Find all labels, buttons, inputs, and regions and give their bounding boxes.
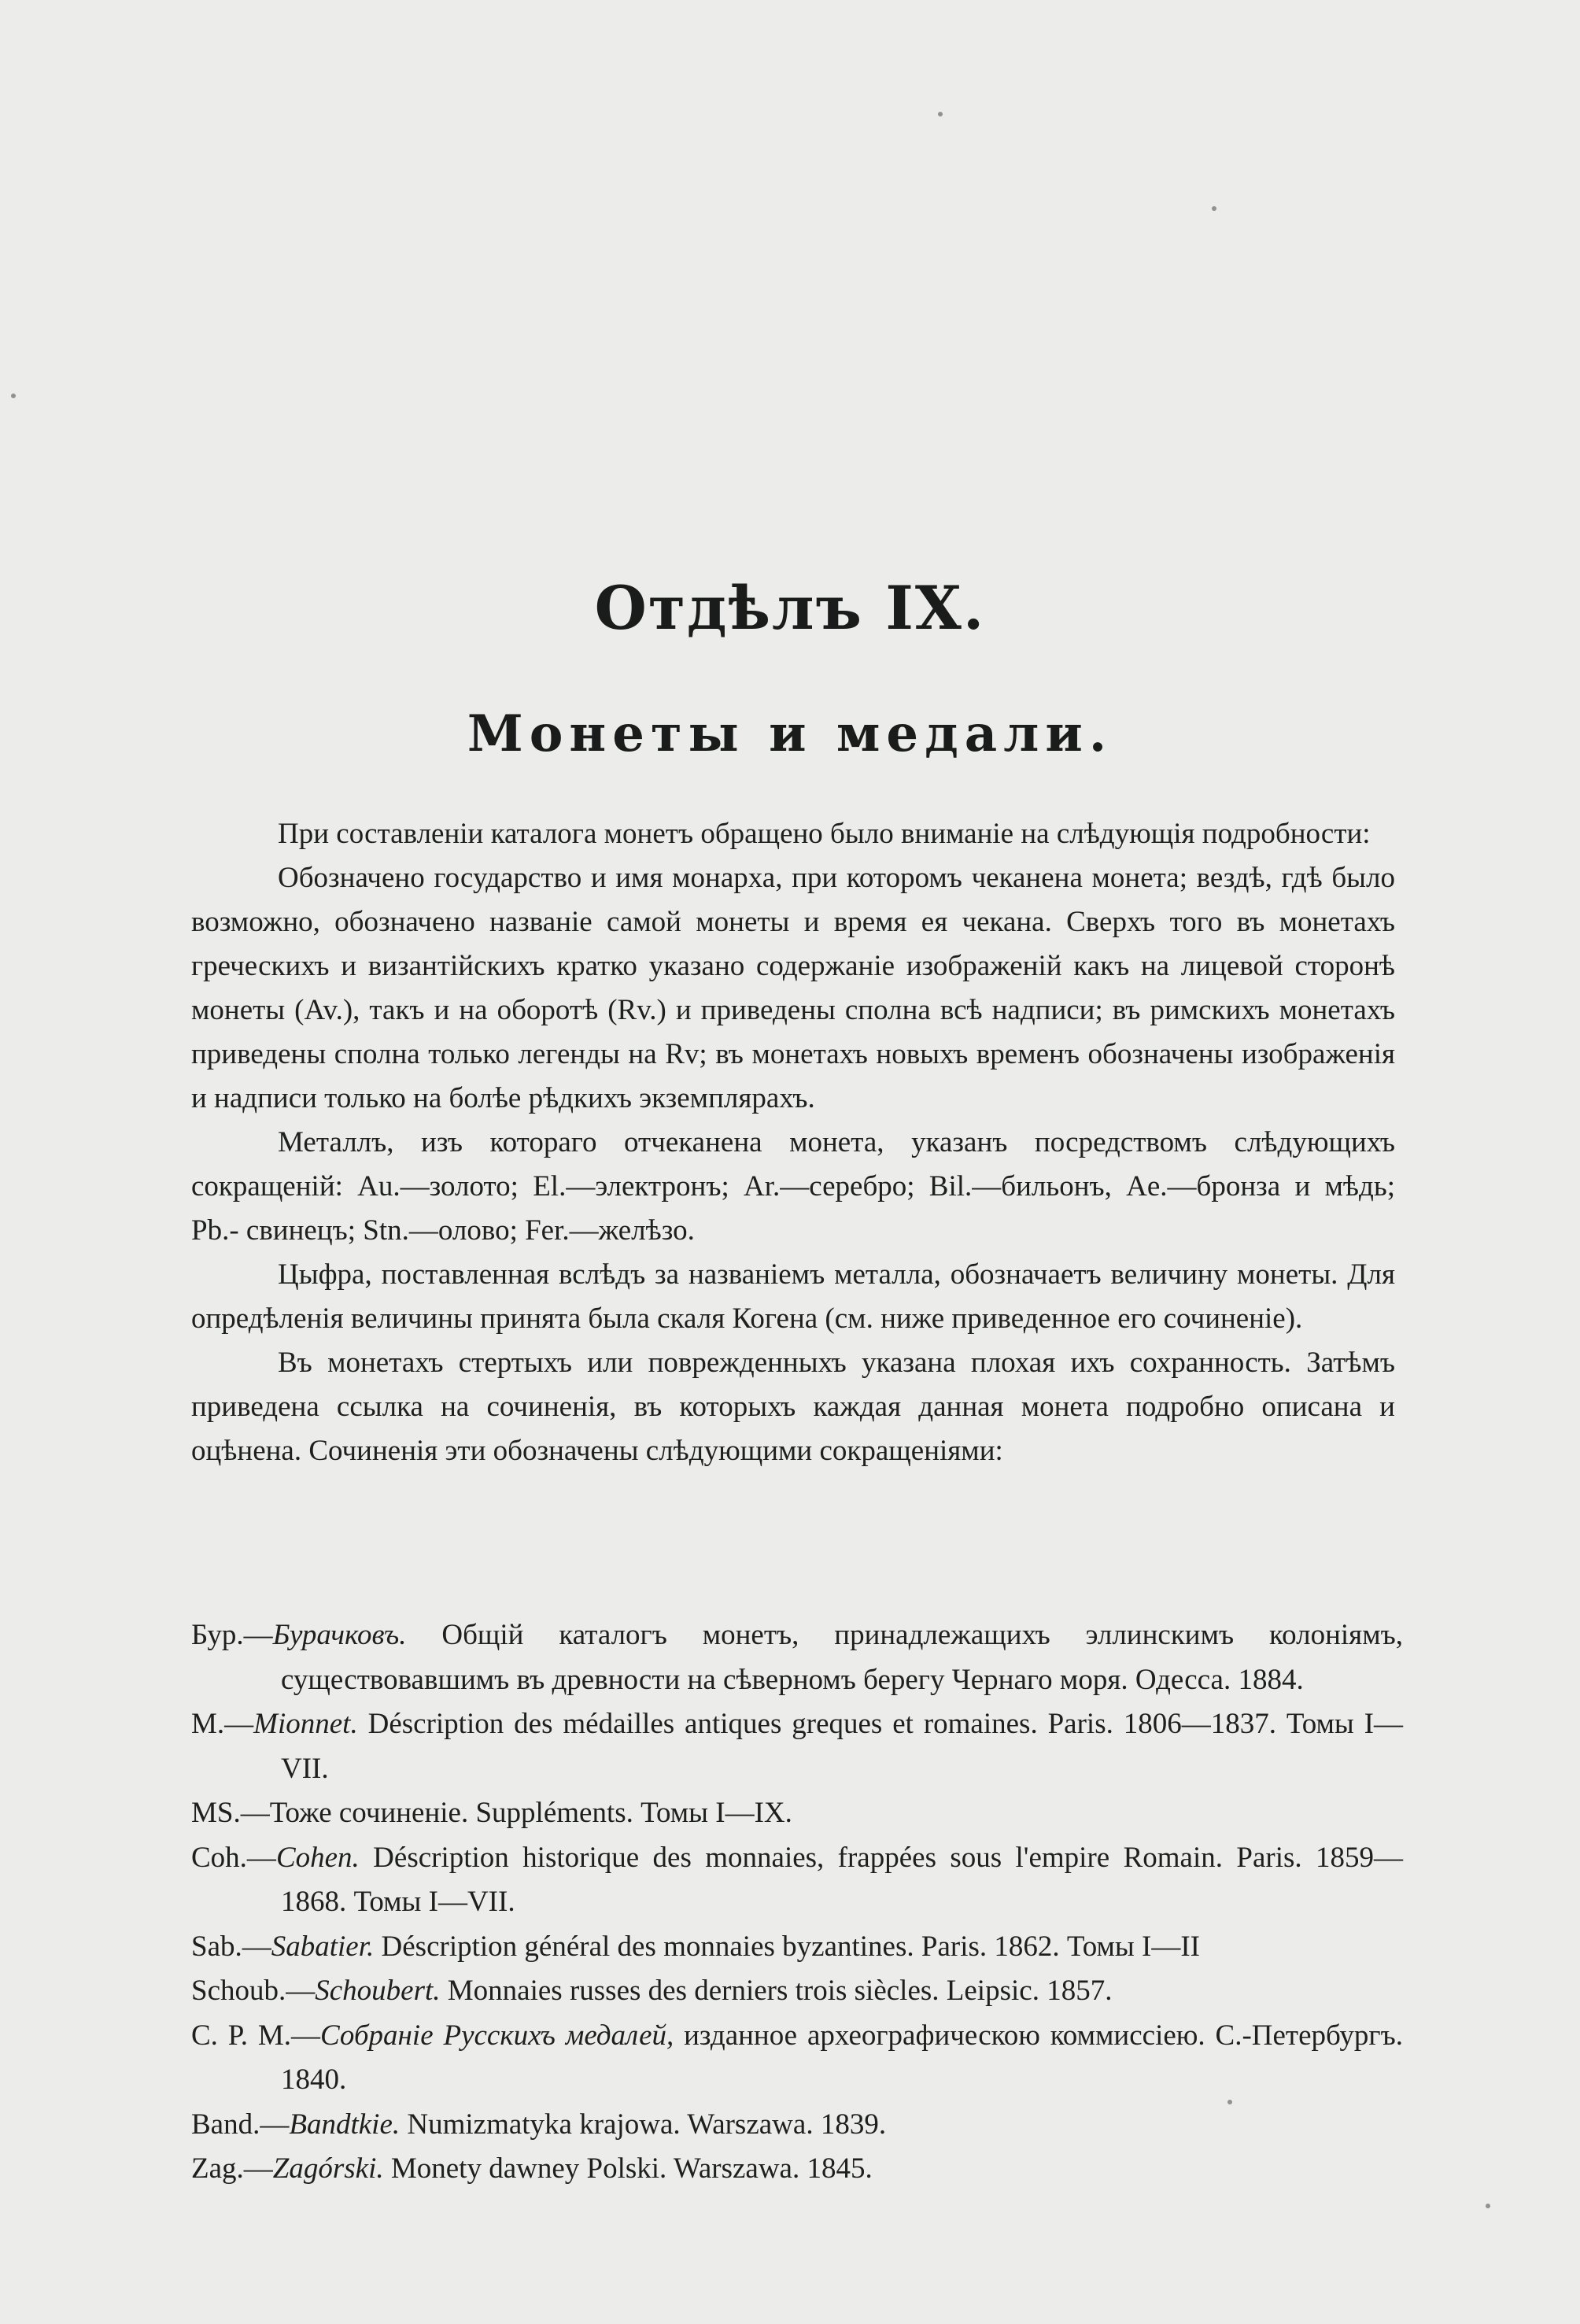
reference-abbreviation: Бур.— xyxy=(191,1619,273,1651)
reference-text: Общій каталогъ монетъ, принадлежащихъ эллинскимъ колоніямъ, существовавшимъ въ древности на сѣверномъ берегу Чернаго моря. Одесса. 1884. xyxy=(281,1619,1403,1696)
reference-abbreviation: Coh.— xyxy=(191,1841,276,1874)
reference-entry xyxy=(191,1613,1403,1702)
chapter-title: Отдѣлъ IX. xyxy=(594,573,986,643)
reference-entry xyxy=(191,1702,1403,1791)
reference-abbreviation: Schoub.— xyxy=(191,1975,316,2007)
reference-text: Numizmatyka krajowa. Warszawa. 1839. xyxy=(400,2108,887,2141)
reference-text: Monety dawney Polski. Warszawa. 1845. xyxy=(383,2152,873,2185)
reference-entry xyxy=(191,1969,1403,2014)
reference-entry xyxy=(191,2014,1403,2103)
paper-speck xyxy=(1486,2204,1490,2208)
reference-author: Bandtkie. xyxy=(289,2108,401,2141)
reference-abbreviation: Zag.— xyxy=(191,2152,273,2185)
reference-text: Déscription des médailles antiques greques et romaines. Paris. 1806—1837. Томы I—VII. xyxy=(281,1708,1403,1785)
reference-abbreviation: С. Р. М.— xyxy=(191,2019,320,2052)
reference-author: Sabatier. xyxy=(271,1930,375,1963)
reference-author: Собраніе Русскихъ медалей, xyxy=(320,2019,674,2052)
reference-author: Бурачковъ. xyxy=(272,1619,407,1651)
paragraph: Въ монетахъ стертыхъ или поврежденныхъ указана плохая ихъ сохранность. Затѣмъ приведена ссылка на сочиненія, въ которыхъ каждая данная монета подробно описана и оцѣнена. Сочиненія эти обозначены слѣдующими сокращеніями: xyxy=(191,1347,1395,1467)
reference-entry xyxy=(191,1791,1403,1836)
reference-text: Тоже сочиненіе. Suppléments. Томы I—IX. xyxy=(269,1797,792,1829)
reference-abbreviation: Sab.— xyxy=(191,1930,271,1963)
reference-author: Zagórski. xyxy=(272,2152,384,2185)
reference-author: Schoubert. xyxy=(315,1975,441,2007)
reference-entry xyxy=(191,2103,1403,2148)
intro-text xyxy=(191,812,1395,1473)
section-title: Монеты и медали. xyxy=(467,704,1113,763)
references-list xyxy=(191,1613,1403,2192)
reference-entry xyxy=(191,1925,1403,1970)
reference-entry xyxy=(191,1836,1403,1925)
paragraph: Цыфра, поставленная вслѣдъ за названіемъ металла, обозначаетъ величину монеты. Для опредѣленія величины принята была скаля Когена (см. ниже приведенное его сочиненіе). xyxy=(191,1258,1395,1335)
reference-abbreviation: MS.— xyxy=(191,1797,270,1829)
reference-entry xyxy=(191,2147,1403,2192)
paper-speck xyxy=(11,393,16,398)
paragraph: При составленіи каталога монетъ обращено было вниманіе на слѣдующія подробности: xyxy=(278,818,1371,850)
reference-abbreviation: M.— xyxy=(191,1708,254,1740)
reference-text: Déscription général des monnaies byzantines. Paris. 1862. Томы I—II xyxy=(374,1930,1200,1963)
reference-text: Déscription historique des monnaies, frappées sous l'empire Romain. Paris. 1859—1868. Томы I—VII. xyxy=(281,1841,1403,1918)
paragraph: Обозначено государство и имя монарха, при которомъ чеканена монета; вездѣ, гдѣ было возможно, обозначено названіе самой монеты и время ея чекана. Сверхъ того въ монетахъ греческихъ и византійскихъ кратко указано содержаніе изображеній какъ на лицевой сторонѣ монеты (Av.), такъ и на оборотѣ (Rv.) и приведены сполна всѣ надписи; въ римскихъ монетахъ приведены сполна только легенды на Rv; въ монетахъ новыхъ временъ обозначены изображенія и надписи только на болѣе рѣдкихъ экземплярахъ. xyxy=(191,862,1395,1114)
reference-text: Monnaies russes des derniers trois siècles. Leipsic. 1857. xyxy=(440,1975,1113,2007)
reference-text: изданное археографическою коммиссіею. С.-Петербургъ. 1840. xyxy=(281,2019,1403,2096)
paper-speck xyxy=(938,112,943,116)
reference-abbreviation: Band.— xyxy=(191,2108,290,2141)
paper-speck xyxy=(1212,206,1216,211)
paragraph: Металлъ, изъ котораго отчеканена монета, указанъ посредствомъ слѣдующихъ сокращеній: Au.—золото; El.—электронъ; Ar.—серебро; Bil.—бильонъ, Ae.—бронза и мѣдь; Pb.- свинецъ; Stn.—олово; Fer.—желѣзо. xyxy=(191,1126,1395,1247)
reference-author: Mionnet. xyxy=(253,1708,358,1740)
reference-author: Cohen. xyxy=(275,1841,360,1874)
